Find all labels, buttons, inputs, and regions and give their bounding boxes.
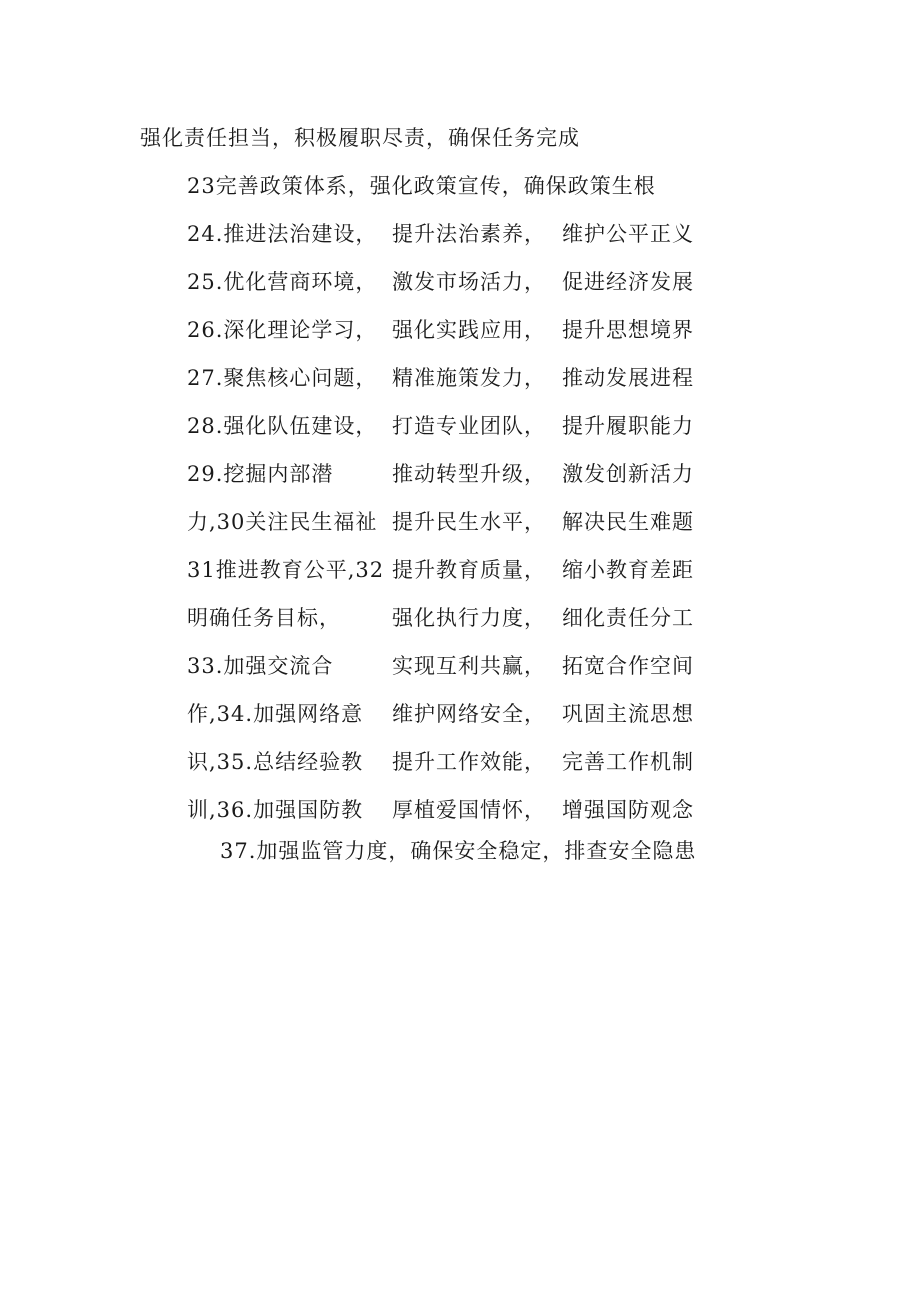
text-segment: 维护网络安全， (392, 702, 546, 726)
text-segment: 28.强化队伍建设， (187, 414, 378, 438)
text-segment: 29.挖掘内部潜 (187, 462, 334, 486)
text-segment: 提升民生水平， (392, 510, 546, 534)
text-segment: 激发市场活力， (392, 270, 546, 294)
text-segment: 26.深化理论学习， (187, 318, 378, 342)
text-segment: 缩小教育差距 (562, 558, 694, 582)
text-segment: 提升法治素养， (392, 222, 546, 246)
text-segment: 推动发展进程 (562, 366, 694, 390)
text-segment: 精准施策发力， (392, 366, 546, 390)
text-segment: 力,30关注民生福祉 (187, 510, 378, 534)
text-segment: 作,34.加强网络意 (187, 702, 364, 726)
text-segment: 增强国防观念 (562, 798, 694, 822)
text-segment: 提升工作效能， (392, 750, 546, 774)
text-segment: 解决民生难题 (562, 510, 694, 534)
text-line: 37.加强监管力度，确保安全稳定，排查安全隐患 (220, 839, 697, 863)
text-segment: 25.优化营商环境， (187, 270, 378, 294)
text-segment: 实现互利共赢， (392, 654, 546, 678)
text-segment: 强化执行力度， (392, 606, 546, 630)
text-segment: 促进经济发展 (562, 270, 694, 294)
text-segment: 提升教育质量， (392, 558, 546, 582)
text-segment: 识,35.总结经验教 (187, 750, 364, 774)
text-segment: 提升履职能力 (562, 414, 694, 438)
text-segment: 33.加强交流合 (187, 654, 334, 678)
text-segment: 24.推进法治建设， (187, 222, 378, 246)
text-segment: 激发创新活力 (562, 462, 694, 486)
text-segment: 训,36.加强国防教 (187, 798, 364, 822)
text-line: 23完善政策体系，强化政策宣传，确保政策生根 (187, 174, 656, 198)
text-segment: 31推进教育公平,32 (187, 558, 385, 582)
text-segment: 打造专业团队， (392, 414, 546, 438)
text-segment: 提升思想境界 (562, 318, 694, 342)
text-segment: 维护公平正义 (562, 222, 694, 246)
text-segment: 完善工作机制 (562, 750, 694, 774)
text-line: 强化责任担当，积极履职尽责，确保任务完成 (140, 126, 580, 150)
text-segment: 细化责任分工 (562, 606, 694, 630)
text-segment: 推动转型升级， (392, 462, 546, 486)
text-segment: 强化实践应用， (392, 318, 546, 342)
text-segment: 厚植爱国情怀， (392, 798, 546, 822)
text-segment: 明确任务目标， (187, 606, 341, 630)
text-segment: 拓宽合作空间 (562, 654, 694, 678)
text-segment: 巩固主流思想 (562, 702, 694, 726)
text-segment: 27.聚焦核心问题， (187, 366, 378, 390)
